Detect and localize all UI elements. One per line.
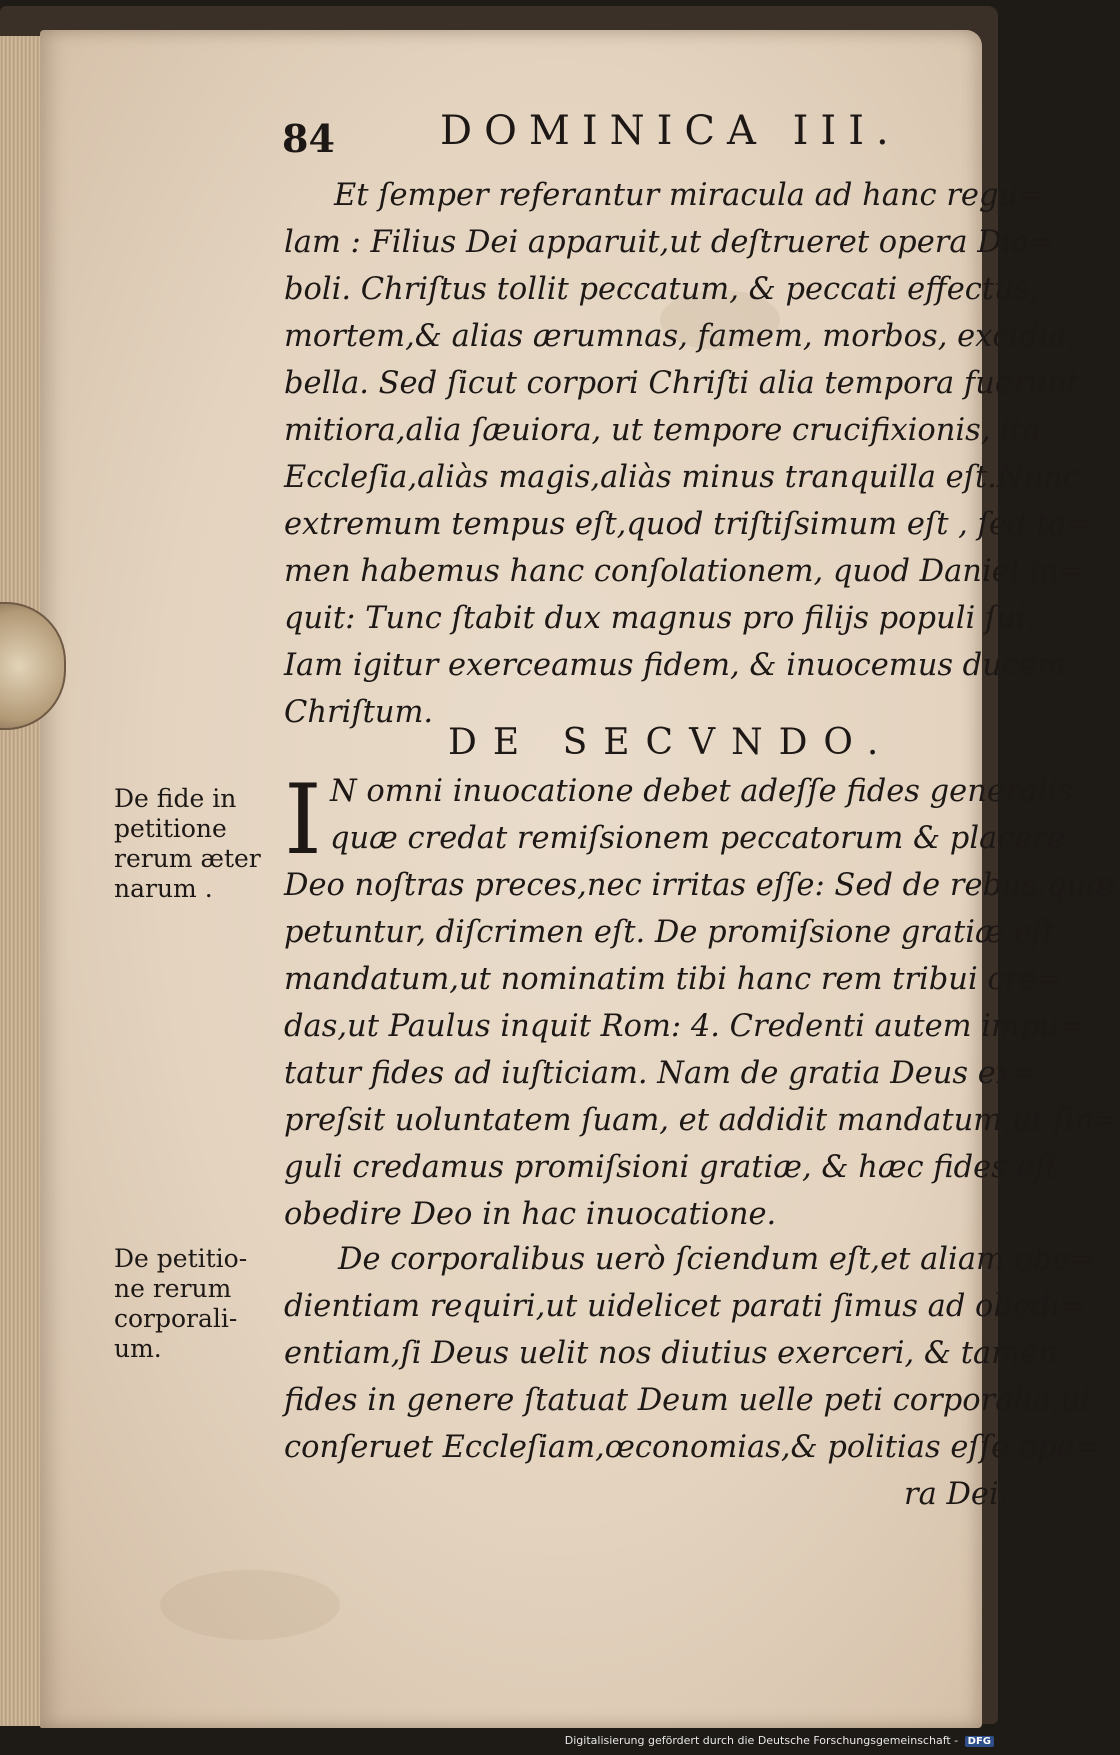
section-title: DE SECVNDO.: [448, 722, 895, 763]
text-line: lam : Filius Dei apparuit,ut deſtrueret opera Dia=: [284, 225, 1056, 260]
text-line: Deo noſtras preces,nec irritas eſſe: Sed de rebus,quæ: [284, 868, 1115, 903]
margin-note-line: De fide in: [114, 784, 237, 813]
text-line: mitiora,alia ſæuiora, ut tempore crucifixionis, ita: [284, 413, 1041, 448]
running-head: DOMINICA III.: [440, 108, 901, 154]
text-line: fides in genere ſtatuat Deum uelle peti corporalia,ut: [284, 1383, 1093, 1418]
text-line: quit: Tunc ſtabit dux magnus pro filijs populi ſui.: [284, 601, 1036, 636]
text-line: preſsit uoluntatem ſuam, et addidit mandatum,ut ſin=: [284, 1103, 1120, 1138]
text-line: bella. Sed ſicut corpori Chriſti alia tempora fuerunt: [284, 366, 1080, 401]
text-line: men habemus hanc conſolationem, quod Daniel in=: [284, 554, 1085, 589]
text-line: mortem,& alias ærumnas, famem, morbos, excidia,: [284, 319, 1077, 354]
margin-note-line: um.: [114, 1334, 162, 1363]
paragraph-2: [284, 764, 1120, 1238]
text-line: petuntur, diſcrimen eſt. De promiſsione gratiæ eſt: [284, 915, 1055, 950]
margin-note-line: petitione: [114, 814, 227, 843]
credit-text: Digitalisierung gefördert durch die Deutsche Forschungsgemeinschaft -: [564, 1734, 959, 1747]
text-line: Chriſtum.: [284, 695, 434, 730]
text-line: De corporalibus uerò ſciendum eſt,et aliam obe=: [338, 1242, 1097, 1277]
digitization-credit: [565, 1734, 994, 1747]
text-line: entiam,ſi Deus uelit nos diutius exerceri, & tamen: [284, 1336, 1058, 1371]
text-line: mandatum,ut nominatim tibi hanc rem tribui cre=: [284, 962, 1063, 997]
page-edges: [0, 36, 43, 1726]
text-line: extremum tempus eſt,quod triſtiſsimum eſt , ſed ta=: [284, 507, 1093, 542]
page-number: 84: [282, 116, 335, 161]
margin-note-line: De petitio-: [114, 1244, 248, 1273]
paragraph-1: [284, 172, 1093, 736]
drop-cap: I: [284, 764, 322, 876]
page-stain: [160, 1570, 340, 1640]
text-line: Et ſemper referantur miracula ad hanc regu=: [334, 178, 1044, 213]
text-line: dientiam requiri,ut uidelicet parati ſimus ad obedi=: [284, 1289, 1086, 1324]
text-line: guli credamus promiſsioni gratiæ, & hæc fides eſt: [284, 1150, 1059, 1185]
text-line: tatur fides ad iuſticiam. Nam de gratia Deus ex=: [284, 1056, 1039, 1091]
margin-note-line: corporali-: [114, 1304, 238, 1333]
margin-note-line: ne rerum: [114, 1274, 232, 1303]
margin-note-line: rerum æter: [114, 844, 261, 873]
margin-note-corporal: [114, 1244, 274, 1364]
text-line: Iam igitur exerceamus fidem, & inuocemus ducem: [284, 648, 1066, 683]
text-line: obedire Deo in hac inuocatione.: [284, 1197, 777, 1232]
text-line: quæ credat remiſsionem peccatorum & placere: [330, 821, 1066, 856]
text-line: conſeruet Eccleſiam,œconomias,& politias eſſe ope=: [284, 1430, 1101, 1465]
text-line: ra Dei,: [904, 1477, 1009, 1512]
text-line: N omni inuocatione debet adeſſe fides generalis,: [330, 774, 1083, 809]
paragraph-3: [284, 1236, 1101, 1518]
text-line: Eccleſia,aliàs magis,aliàs minus tranquilla eſt.Nunc: [284, 460, 1080, 495]
text-line: das,ut Paulus inquit Rom: 4. Credenti autem impu=: [284, 1009, 1085, 1044]
margin-note-line: narum .: [114, 874, 213, 903]
dfg-logo-icon: DFG: [965, 1736, 994, 1747]
margin-note-faith: [114, 784, 274, 904]
text-line: boli. Chriſtus tollit peccatum, & peccati effectus,: [284, 272, 1040, 307]
